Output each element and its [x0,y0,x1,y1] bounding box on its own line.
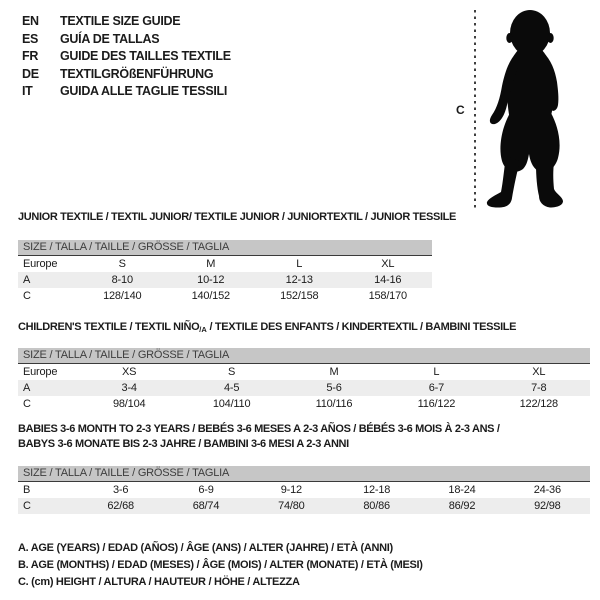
size-cell: L [433,366,440,378]
size-cell: 92/98 [534,500,561,512]
height-label-c: C [456,103,465,117]
row-label: Europe [23,366,58,378]
size-row-europe [18,364,590,380]
size-cell: 80/86 [363,500,390,512]
junior-table-body [18,240,432,304]
size-row-c [18,288,432,304]
size-cell: 110/116 [315,398,353,410]
table-title-line [18,320,590,337]
size-cell: 74/80 [278,500,305,512]
size-cell: 8-10 [111,274,133,286]
size-cell: 14-16 [374,274,402,286]
title-text: / TEXTILE DES ENFANTS / KINDERTEXTIL / BAMBINI TESSILE [206,321,517,333]
size-cell: XS [122,366,137,378]
language-code: DE [22,66,39,81]
language-code: FR [22,49,39,64]
children-table-title [18,320,590,337]
footnotes [18,540,590,591]
size-cell: 5-6 [326,382,342,394]
language-title: TEXTILE SIZE GUIDE [60,14,181,28]
size-header-bar: SIZE / TALLA / TAILLE / GRÖSSE / TAGLIA [18,240,432,256]
row-label: C [23,398,31,410]
size-cell: XL [532,366,546,378]
language-code: IT [22,84,33,99]
title-text: CHILDREN'S TEXTILE / TEXTIL NIÑO [18,321,200,333]
size-cell: 152/158 [280,290,319,302]
size-cell: M [206,258,216,270]
size-cell: 86/92 [448,500,476,512]
junior-table-rows [18,256,432,304]
size-cell: XL [381,258,395,270]
size-row-a [18,380,590,396]
language-title: TEXTILGRÖßENFÜHRUNG [60,66,214,81]
footnote-line: B. AGE (MONTHS) / EDAD (MESES) / ÂGE (MOIS) / ALTER (MONATE) / ETÀ (MESI) [18,559,423,571]
table-title-line [18,422,590,437]
size-header-bar: SIZE / TALLA / TAILLE / GRÖSSE / TAGLIA [18,348,590,364]
row-label: A [23,274,31,286]
size-row-europe [18,256,432,272]
junior-table-title [18,210,590,225]
language-title: GUIDE DES TAILLES TEXTILE [60,49,231,64]
language-code: ES [22,31,39,46]
title-subscript: /A [199,325,207,334]
size-cell: 116/122 [417,398,456,410]
size-cell: 3-6 [113,484,129,496]
size-row-c [18,396,590,412]
table-title-line [18,210,590,225]
children-table-rows [18,364,590,412]
size-cell: 6-7 [428,382,445,394]
size-cell: 4-5 [223,382,240,394]
size-cell: 12-13 [285,274,313,286]
size-cell: 68/74 [192,500,220,512]
size-row-c [18,498,590,514]
size-cell: S [118,258,126,270]
row-label: C [23,290,31,302]
tables-column [18,0,590,591]
title-text: JUNIOR TEXTILE / TEXTIL JUNIOR/ TEXTILE JUNIOR / JUNIORTEXTIL / JUNIOR TESSILE [18,211,457,223]
row-label: C [23,500,31,512]
size-cell: 6-9 [198,484,214,496]
size-cell: 158/170 [368,290,407,302]
size-cell: M [329,366,339,378]
footnote-line: A. AGE (YEARS) / EDAD (AÑOS) / ÂGE (ANS) / ALTER (JAHRE) / ETÀ (ANNI) [18,542,393,554]
size-cell: 62/68 [107,500,134,512]
size-cell: 3-4 [121,382,137,394]
row-label: B [23,484,31,496]
size-cell: 140/152 [191,290,230,302]
size-cell: 18-24 [448,484,476,496]
row-label: A [23,382,31,394]
babies-table-rows [18,482,590,514]
size-cell: S [228,366,236,378]
language-title: GUÍA DE TALLAS [60,31,160,46]
size-cell: 9-12 [280,484,302,496]
junior-size-table [18,210,590,304]
size-cell: 128/140 [103,290,142,302]
size-cell: 10-12 [197,274,225,286]
size-row-a [18,272,432,288]
language-code: EN [22,14,39,28]
size-row-b [18,482,590,498]
title-text: BABIES 3-6 MONTH TO 2-3 YEARS / BEBÉS 3-6 MESES A 2-3 AÑOS / BÉBÉS 3-6 MOIS À 2-3 ANS / [18,423,500,435]
size-cell: 24-36 [533,484,561,496]
babies-size-table [18,422,590,514]
children-table-body [18,348,590,412]
size-header-bar: SIZE / TALLA / TAILLE / GRÖSSE / TAGLIA [18,466,590,482]
language-title: GUIDA ALLE TAGLIE TESSILI [60,84,228,99]
babies-table-body [18,466,590,514]
row-label: Europe [23,258,58,270]
size-cell: 104/110 [212,398,251,410]
footnote-line: C. (cm) HEIGHT / ALTURA / HAUTEUR / HÖHE / ALTEZZA [18,576,300,588]
title-text: BABYS 3-6 MONATE BIS 2-3 JAHRE / BAMBINI 3-6 MESI A 2-3 ANNI [18,438,349,450]
table-title-line [18,437,590,452]
size-cell: L [296,258,303,270]
size-cell: 7-8 [531,382,547,394]
size-cell: 122/128 [519,398,558,410]
size-cell: 12-18 [363,484,391,496]
babies-table-title [18,422,590,452]
children-size-table [18,320,590,412]
size-cell: 98/104 [112,398,146,410]
